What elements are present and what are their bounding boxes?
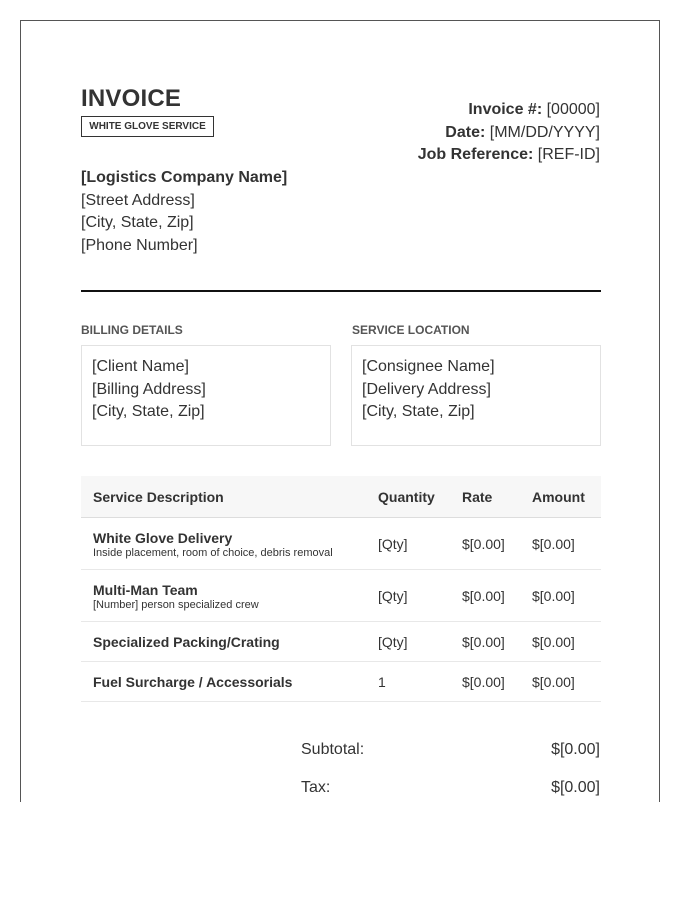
delivery-address: [Delivery Address] (362, 380, 491, 398)
row-amount: $[0.00] (532, 674, 575, 690)
invoice-page (20, 20, 660, 802)
header-divider (81, 290, 601, 292)
job-reference-value: [REF-ID] (537, 146, 600, 163)
row-amount: $[0.00] (532, 634, 575, 650)
table-row (81, 622, 601, 662)
billing-address: [Billing Address] (92, 380, 206, 398)
header-description: Service Description (93, 489, 224, 505)
invoice-title: INVOICE (81, 85, 182, 112)
billing-details-box (81, 345, 331, 446)
row-title: Multi-Man Team (93, 582, 198, 598)
row-quantity: [Qty] (378, 588, 408, 604)
row-title: White Glove Delivery (93, 530, 233, 546)
service-badge: WHITE GLOVE SERVICE (81, 116, 214, 137)
table-row (81, 662, 601, 702)
company-city: [City, State, Zip] (81, 214, 194, 231)
row-subtitle: [Number] person specialized crew (93, 599, 259, 611)
company-name: [Logistics Company Name] (81, 169, 288, 186)
invoice-date-label: Date: (445, 123, 486, 141)
subtotal-value: $[0.00] (551, 741, 600, 758)
invoice-meta (418, 99, 600, 167)
tax-value: $[0.00] (551, 779, 600, 796)
invoice-number-label: Invoice #: (468, 101, 543, 118)
row-amount: $[0.00] (532, 536, 575, 552)
tax-label: Tax: (301, 779, 331, 796)
row-subtitle: Inside placement, room of choice, debris removal (93, 547, 333, 559)
header-rate: Rate (462, 489, 493, 505)
company-phone: [Phone Number] (81, 236, 198, 254)
consignee-name: [Consignee Name] (362, 358, 495, 375)
services-table (81, 476, 601, 702)
row-quantity: [Qty] (378, 536, 408, 552)
header-amount: Amount (532, 489, 585, 505)
row-description (93, 530, 333, 559)
invoice-date-value: [MM/DD/YYYY] (489, 123, 600, 141)
row-description (93, 634, 280, 650)
billing-city: [City, State, Zip] (92, 403, 205, 420)
row-quantity: 1 (378, 674, 386, 690)
row-title: Fuel Surcharge / Accessorials (93, 674, 293, 690)
billing-client-name: [Client Name] (92, 358, 189, 375)
table-row (81, 518, 601, 570)
row-rate: $[0.00] (462, 588, 505, 604)
table-header (81, 476, 601, 518)
company-address (81, 167, 287, 257)
invoice-number-line (418, 99, 600, 122)
row-amount: $[0.00] (532, 588, 575, 604)
row-quantity: [Qty] (378, 634, 408, 650)
subtotal-label: Subtotal: (301, 741, 365, 758)
row-rate: $[0.00] (462, 536, 505, 552)
row-rate: $[0.00] (462, 634, 505, 650)
billing-details-label: BILLING DETAILS (81, 323, 183, 337)
invoice-number-value: [00000] (546, 101, 600, 118)
service-location-label: SERVICE LOCATION (352, 323, 470, 337)
service-location-box (351, 345, 601, 446)
delivery-city: [City, State, Zip] (362, 403, 475, 420)
header-quantity: Quantity (378, 489, 435, 505)
job-reference-line (418, 144, 600, 167)
table-row (81, 570, 601, 622)
row-description (93, 582, 259, 611)
row-rate: $[0.00] (462, 674, 505, 690)
row-title: Specialized Packing/Crating (93, 634, 280, 650)
job-reference-label: Job Reference: (417, 146, 534, 163)
invoice-date-line (418, 122, 600, 145)
company-street: [Street Address] (81, 191, 195, 209)
row-description (93, 674, 292, 690)
